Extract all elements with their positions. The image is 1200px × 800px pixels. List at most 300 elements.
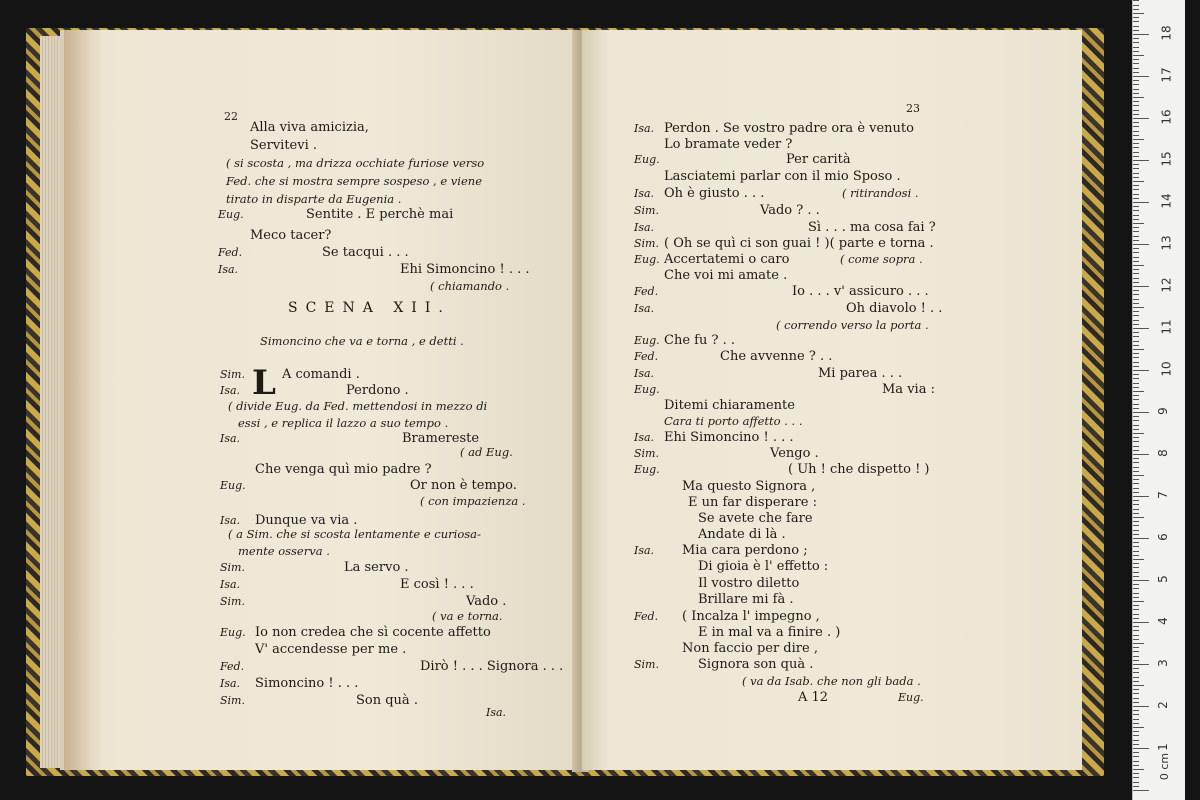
ruler-tick [1133, 143, 1139, 144]
ruler-tick [1133, 727, 1144, 728]
ruler-tick [1133, 639, 1139, 640]
text-line: ( Incalza l' impegno , [682, 609, 820, 624]
text-line: Non faccio per dire , [682, 641, 818, 656]
text-line: Ehi Simoncino ! . . . [664, 430, 794, 445]
speaker-label: Isa. [220, 677, 241, 690]
text-line: Meco tacer? [250, 228, 332, 243]
ruler-tick [1133, 534, 1139, 535]
text-line: ( Uh ! che dispetto ! ) [788, 462, 930, 477]
right-page [582, 30, 1082, 770]
ruler-tick [1133, 34, 1149, 35]
text-line: La servo . [344, 560, 409, 575]
ruler-tick [1133, 496, 1149, 497]
text-line: Dunque va via . [255, 513, 358, 528]
ruler-tick [1133, 698, 1139, 699]
ruler-label: 4 [1155, 617, 1170, 625]
ruler-tick [1133, 580, 1149, 581]
ruler-tick [1133, 185, 1139, 186]
text-line: Vado ? . . [760, 203, 820, 218]
text-line: Di gioia è l' effetto : [698, 559, 829, 574]
text-line: Ehi Simoncino ! . . . [400, 262, 530, 277]
ruler-tick [1133, 576, 1139, 577]
ruler-tick [1133, 559, 1144, 560]
ruler-tick [1133, 731, 1139, 732]
ruler-tick [1133, 752, 1139, 753]
ruler-tick [1133, 299, 1139, 300]
ruler-tick [1133, 30, 1139, 31]
ruler-tick [1133, 706, 1149, 707]
text-line: E così ! . . . [400, 577, 474, 592]
ruler-tick [1133, 710, 1139, 711]
text-line: ( Oh se quì ci son guai ! )( parte e torna . [664, 236, 934, 251]
ruler-tick [1133, 17, 1139, 18]
ruler-tick [1133, 227, 1139, 228]
ruler-tick [1133, 387, 1139, 388]
ruler-tick [1133, 68, 1139, 69]
ruler-tick [1133, 572, 1139, 573]
ruler-tick [1133, 320, 1139, 321]
ruler-tick [1133, 761, 1139, 762]
ruler-tick [1133, 647, 1139, 648]
ruler-tick [1133, 748, 1149, 749]
text-line: Dirò ! . . . Signora . . . [420, 659, 564, 674]
speaker-label: Sim. [634, 658, 659, 671]
text-line: ( ad Eug. [460, 445, 513, 459]
ruler-tick [1133, 261, 1139, 262]
ruler-tick [1133, 765, 1139, 766]
ruler-tick [1133, 273, 1139, 274]
ruler-tick [1133, 55, 1144, 56]
ruler-tick [1133, 366, 1139, 367]
ruler-label: 12 [1159, 277, 1174, 293]
ruler-tick [1133, 202, 1149, 203]
text-line: Lo bramate veder ? [664, 137, 793, 152]
text-line: Io non credea che sì cocente affetto [255, 625, 491, 640]
text-line: ( va e torna. [432, 609, 503, 623]
ruler-tick [1133, 332, 1139, 333]
ruler-tick [1133, 307, 1144, 308]
ruler-tick [1133, 118, 1149, 119]
text-line: Vado . [466, 594, 507, 609]
speaker-label: Isa. [634, 431, 655, 444]
ruler-tick [1133, 89, 1139, 90]
ruler-tick [1133, 93, 1139, 94]
text-line: ( va da Isab. che non gli bada . [742, 674, 921, 688]
ruler-unit: 0 cm [1158, 752, 1172, 781]
text-line: Che avvenne ? . . [720, 349, 833, 364]
ruler-tick [1133, 672, 1139, 673]
ruler-tick [1133, 131, 1139, 132]
ruler-tick [1133, 609, 1139, 610]
ruler-tick [1133, 286, 1149, 287]
speaker-label: Eug. [634, 153, 660, 166]
ruler-tick [1133, 420, 1139, 421]
ruler-tick [1133, 294, 1139, 295]
drop-cap: L [252, 363, 276, 403]
ruler-tick [1133, 773, 1139, 774]
ruler-tick [1133, 618, 1139, 619]
ruler-tick [1133, 437, 1139, 438]
ruler-tick [1133, 357, 1139, 358]
ruler-tick [1133, 471, 1139, 472]
speaker-label: Sim. [220, 694, 245, 707]
ruler-tick [1133, 433, 1144, 434]
text-line: Io . . . v' assicuro . . . [792, 284, 929, 299]
ruler-tick [1133, 467, 1139, 468]
ruler-tick [1133, 265, 1144, 266]
ruler-tick [1133, 257, 1139, 258]
scene-cast: Simoncino che va e torna , e detti . [260, 334, 464, 348]
ruler-tick [1133, 210, 1139, 211]
ruler-tick [1133, 248, 1139, 249]
ruler-tick [1133, 177, 1139, 178]
speaker-label: Sim. [220, 368, 245, 381]
ruler-tick [1133, 252, 1139, 253]
ruler-tick [1133, 723, 1139, 724]
ruler-tick [1133, 13, 1144, 14]
text-line: Che voi mi amate . [664, 268, 788, 283]
ruler-tick [1133, 282, 1139, 283]
ruler-label: 11 [1159, 319, 1174, 335]
ruler-tick [1133, 198, 1139, 199]
ruler-tick [1133, 782, 1139, 783]
ruler-tick [1133, 341, 1139, 342]
ruler-tick [1133, 677, 1139, 678]
text-line: Sì . . . ma cosa fai ? [808, 220, 936, 235]
ruler-tick [1133, 59, 1139, 60]
ruler-tick [1133, 660, 1139, 661]
ruler-tick [1133, 462, 1139, 463]
ruler-tick [1133, 391, 1144, 392]
speaker-label: Isa. [220, 432, 241, 445]
ruler-tick [1133, 5, 1139, 6]
speaker-label: Isa. [634, 302, 655, 315]
ruler-tick [1133, 744, 1139, 745]
text-line: Il vostro diletto [698, 576, 800, 591]
ruler-tick [1133, 206, 1139, 207]
ruler-tick [1133, 336, 1139, 337]
ruler-tick [1133, 139, 1144, 140]
ruler-tick [1133, 110, 1139, 111]
ruler-tick [1133, 588, 1139, 589]
ruler-tick [1133, 244, 1149, 245]
ruler-tick [1133, 542, 1139, 543]
ruler-tick [1133, 551, 1139, 552]
text-line: Perdon . Se vostro padre ora è venuto [664, 121, 914, 136]
text-line: ( divide Eug. da Fed. mettendosi in mezzo di [228, 399, 488, 413]
text-line: Ditemi chiaramente [664, 398, 795, 413]
ruler-tick [1133, 303, 1139, 304]
ruler-tick [1133, 147, 1139, 148]
ruler-tick [1133, 9, 1139, 10]
ruler-tick [1133, 689, 1139, 690]
ruler-label: 8 [1155, 449, 1170, 457]
ruler-tick [1133, 181, 1144, 182]
ruler-tick [1133, 555, 1139, 556]
text-line: Per carità [786, 152, 851, 167]
speaker-label: Isa. [634, 122, 655, 135]
ruler-tick [1133, 404, 1139, 405]
ruler-label: 1 [1155, 743, 1170, 751]
ruler-tick [1133, 63, 1139, 64]
speaker-label: Sim. [634, 447, 659, 460]
ruler-tick [1133, 378, 1139, 379]
text-line: Oh è giusto . . . [664, 186, 765, 201]
ruler-label: 10 [1159, 361, 1174, 377]
text-line: Ma questo Signora , [682, 479, 816, 494]
text-line: Oh diavolo ! . . [846, 301, 943, 316]
text-line: Simoncino ! . . . [255, 676, 359, 691]
speaker-label: Eug. [634, 463, 660, 476]
speaker-label: Isa. [220, 578, 241, 591]
speaker-label: Fed. [218, 246, 243, 259]
ruler-tick [1133, 441, 1139, 442]
ruler-tick [1133, 429, 1139, 430]
ruler-tick [1133, 160, 1149, 161]
ruler-tick [1133, 668, 1139, 669]
ruler-label: 13 [1159, 235, 1174, 251]
ruler-tick [1133, 790, 1149, 791]
text-line: mente osserva . [238, 544, 330, 558]
ruler-tick [1133, 567, 1139, 568]
speaker-label: Isa. [634, 544, 655, 557]
ruler-tick [1133, 446, 1139, 447]
speaker-label: Isa. [634, 187, 655, 200]
ruler-tick [1133, 525, 1139, 526]
ruler-tick [1133, 21, 1139, 22]
speaker-label: Eug. [218, 208, 244, 221]
text-line: essi , e replica il lazzo a suo tempo . [238, 416, 449, 430]
ruler-tick [1133, 383, 1139, 384]
ruler-tick [1133, 76, 1149, 77]
ruler-tick [1133, 651, 1139, 652]
ruler-tick [1133, 362, 1139, 363]
text-line: Son quà . [356, 693, 418, 708]
ruler-tick [1133, 664, 1149, 665]
text-line: ( a Sim. che si scosta lentamente e curiosa- [228, 527, 481, 541]
ruler-tick [1133, 315, 1139, 316]
ruler-tick [1133, 135, 1139, 136]
catchword: Isa. [486, 706, 507, 719]
ruler-tick [1133, 500, 1139, 501]
ruler-tick [1133, 349, 1144, 350]
ruler-label: 15 [1159, 151, 1174, 167]
ruler-tick [1133, 26, 1139, 27]
ruler-tick [1133, 269, 1139, 270]
text-line: Andate di là . [698, 527, 786, 542]
ruler-tick [1133, 714, 1139, 715]
ruler-tick [1133, 643, 1144, 644]
speaker-label: Fed. [634, 350, 659, 363]
ruler-tick [1133, 517, 1144, 518]
ruler-tick [1133, 122, 1139, 123]
text-line: Or non è tempo. [410, 478, 517, 493]
ruler-tick [1133, 374, 1139, 375]
ruler-tick [1133, 719, 1139, 720]
ruler-tick [1133, 194, 1139, 195]
ruler-tick [1133, 0, 1139, 1]
ruler-tick [1133, 168, 1139, 169]
ruler-tick [1133, 521, 1139, 522]
ruler-tick [1133, 114, 1139, 115]
ruler-tick [1133, 152, 1139, 153]
ruler-tick [1133, 740, 1139, 741]
text-line: ( correndo verso la porta . [776, 318, 929, 332]
ruler-tick [1133, 126, 1139, 127]
ruler-tick [1133, 395, 1139, 396]
ruler-tick [1133, 513, 1139, 514]
ruler-tick [1133, 584, 1139, 585]
left-page [60, 30, 578, 770]
text-line: Brillare mi fà . [698, 592, 794, 607]
text-line: A comandi . [282, 367, 360, 382]
ruler-tick [1133, 702, 1139, 703]
ruler-tick [1133, 84, 1139, 85]
ruler-label: 3 [1155, 659, 1170, 667]
ruler-tick [1133, 223, 1144, 224]
ruler-label: 2 [1155, 701, 1170, 709]
ruler-tick [1133, 475, 1144, 476]
scene-title: SCENA XII. [288, 300, 451, 316]
ruler-tick [1133, 219, 1139, 220]
text-line: Signora son quà . [698, 657, 814, 672]
text-line: ( ritirandosi . [842, 186, 919, 200]
ruler-tick [1133, 509, 1139, 510]
ruler-tick [1133, 399, 1139, 400]
speaker-label: Isa. [220, 384, 241, 397]
text-line: Mia cara perdono ; [682, 543, 808, 558]
ruler-tick [1133, 483, 1139, 484]
ruler-tick [1133, 530, 1139, 531]
ruler-tick [1133, 408, 1139, 409]
ruler-tick [1133, 231, 1139, 232]
speaker-label: Sim. [220, 561, 245, 574]
ruler-tick [1133, 735, 1139, 736]
speaker-label: Eug. [634, 253, 660, 266]
speaker-label: Eug. [220, 626, 246, 639]
ruler-tick [1133, 215, 1139, 216]
ruler-tick [1133, 353, 1139, 354]
text-line: Se tacqui . . . [322, 245, 409, 260]
ruler-tick [1133, 622, 1149, 623]
ruler-tick [1133, 173, 1139, 174]
ruler-tick [1133, 563, 1139, 564]
ruler-label: 14 [1159, 193, 1174, 209]
text-line: E un far disperare : [688, 495, 817, 510]
speaker-label: Fed. [220, 660, 245, 673]
ruler-tick [1133, 47, 1139, 48]
catchword: Eug. [898, 691, 924, 704]
left-page-number: 22 [224, 110, 238, 123]
text-line: ( chiamando . [430, 279, 510, 293]
ruler-tick [1133, 236, 1139, 237]
ruler-tick [1133, 546, 1139, 547]
text-line: ( si scosta , ma drizza occhiate furiose verso [226, 156, 485, 170]
ruler-tick [1133, 416, 1139, 417]
ruler-tick [1133, 101, 1139, 102]
ruler-tick [1133, 278, 1139, 279]
ruler-tick [1133, 593, 1139, 594]
ruler-tick [1133, 626, 1139, 627]
ruler-tick [1133, 425, 1139, 426]
speaker-label: Isa. [220, 514, 241, 527]
ruler-tick [1133, 189, 1139, 190]
text-line: Fed. che si mostra sempre sospeso , e viene [226, 174, 483, 188]
ruler-tick [1133, 412, 1149, 413]
ruler-tick [1133, 693, 1139, 694]
signature-mark: A 12 [798, 690, 829, 705]
text-line: Servitevi . [250, 138, 317, 153]
text-line: ( come sopra . [840, 252, 923, 266]
speaker-label: Fed. [634, 285, 659, 298]
ruler-tick [1133, 656, 1139, 657]
text-line: Accertatemi o caro [664, 252, 790, 267]
ruler-tick [1133, 38, 1139, 39]
text-line: E in mal va a finire . ) [698, 625, 841, 640]
ruler-tick [1133, 105, 1139, 106]
ruler-tick [1133, 538, 1149, 539]
text-line: Mi parea . . . [818, 366, 903, 381]
speaker-label: Sim. [634, 237, 659, 250]
ruler-tick [1133, 450, 1139, 451]
ruler-tick [1133, 635, 1139, 636]
ruler-tick [1133, 156, 1139, 157]
text-line: Se avete che fare [698, 511, 813, 526]
ruler-tick [1133, 328, 1149, 329]
text-line: Ma via : [882, 382, 935, 397]
text-line: Che fu ? . . [664, 333, 735, 348]
ruler-tick [1133, 614, 1139, 615]
text-line: ( con impazienza . [420, 494, 526, 508]
text-line: Lasciatemi parlar con il mio Sposo . [664, 169, 901, 184]
speaker-label: Eug. [634, 334, 660, 347]
ruler-tick [1133, 756, 1139, 757]
ruler-label: 6 [1155, 533, 1170, 541]
right-page-number: 23 [906, 102, 920, 115]
ruler-label: 18 [1159, 25, 1174, 41]
speaker-label: Fed. [634, 610, 659, 623]
ruler-tick [1133, 72, 1139, 73]
ruler-tick [1133, 488, 1139, 489]
ruler-tick [1133, 164, 1139, 165]
ruler-tick [1133, 601, 1144, 602]
ruler-tick [1133, 370, 1149, 371]
speaker-label: Eug. [220, 479, 246, 492]
text-line: tirato in disparte da Eugenia . [226, 192, 402, 206]
measuring-ruler [1132, 0, 1185, 800]
ruler-tick [1133, 80, 1139, 81]
ruler-tick [1133, 597, 1139, 598]
ruler-tick [1133, 605, 1139, 606]
ruler-tick [1133, 492, 1139, 493]
speaker-label: Isa. [634, 367, 655, 380]
ruler-tick [1133, 479, 1139, 480]
speaker-label: Sim. [634, 204, 659, 217]
text-line: Alla viva amicizia, [250, 120, 369, 135]
ruler-label: 17 [1159, 67, 1174, 83]
ruler-tick [1133, 685, 1144, 686]
text-line: Bramereste [402, 431, 480, 446]
text-line: Che venga quì mio padre ? [255, 462, 432, 477]
ruler-tick [1133, 51, 1139, 52]
ruler-label: 5 [1155, 575, 1170, 583]
ruler-label: 16 [1159, 109, 1174, 125]
speaker-label: Isa. [634, 221, 655, 234]
ruler-tick [1133, 630, 1139, 631]
ruler-tick [1133, 681, 1139, 682]
speaker-label: Isa. [218, 263, 239, 276]
ruler-tick [1133, 504, 1139, 505]
